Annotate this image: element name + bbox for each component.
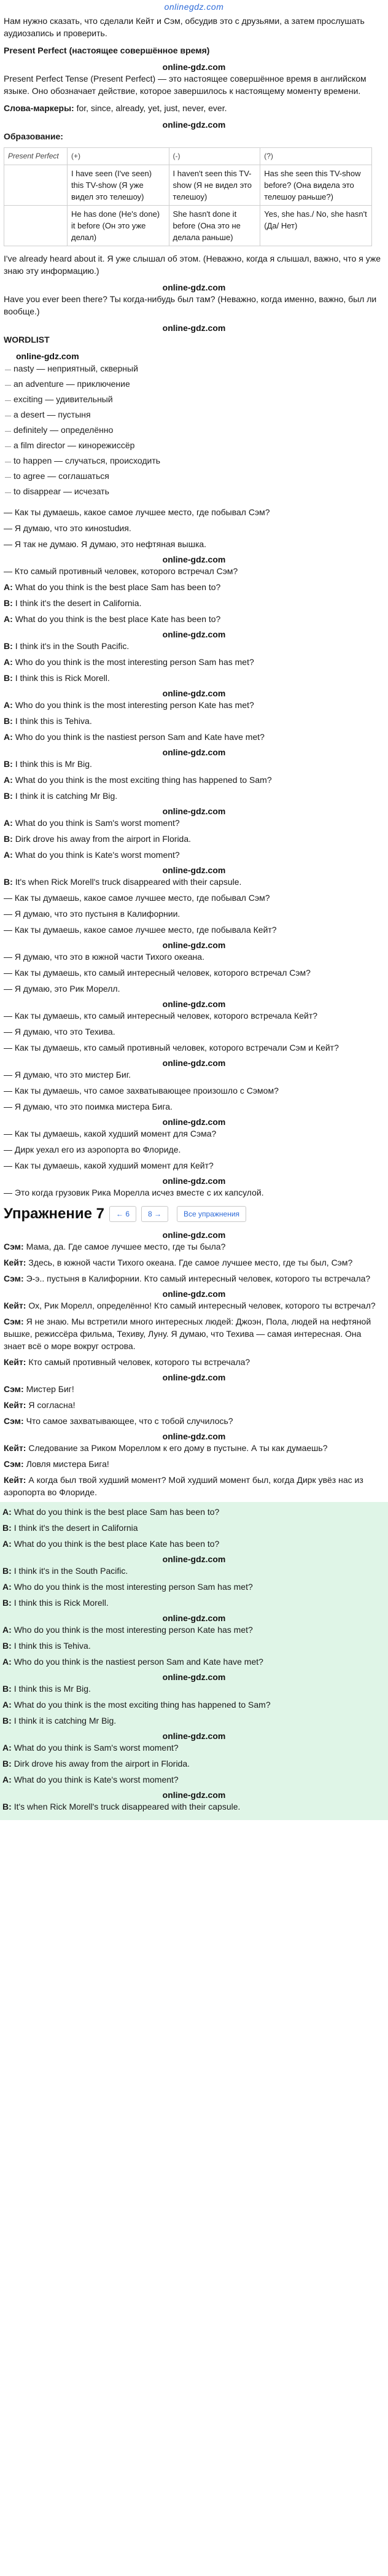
dialog-line: B: I think it's in the South Pacific.	[2, 1566, 128, 1576]
speaker-label: B	[2, 1566, 9, 1576]
speaker-label: Кейт	[4, 1258, 23, 1267]
dialog-text: I think it is catching Mr Big.	[14, 1716, 117, 1726]
ru-dialog-2	[4, 892, 384, 1199]
dialog-text: What do you think is the best place Sam has been to?	[15, 582, 221, 592]
speaker-label: B	[4, 877, 10, 887]
dialog-text: Здесь, в южной части Тихого океана. Где самое лучшее место, где ты был, Сэм?	[28, 1258, 353, 1267]
speaker-label: B	[2, 1716, 9, 1726]
watermark: online-gdz.com	[162, 1372, 226, 1382]
dialog-line: A: What do you think is Sam's worst moment?	[4, 818, 180, 828]
exercise-pager	[4, 1205, 384, 1223]
dialog-text: It's when Rick Morell's truck disappeared with their capsule.	[15, 877, 242, 887]
table-cell: Has she seen this TV-show before? (Она видела это телешоу раньше?)	[260, 165, 372, 206]
dialog-line: — Я так не думаю. Я думаю, это нефтяная вышка.	[4, 539, 207, 549]
speaker-label: A	[4, 700, 10, 710]
table-header-cell: (-)	[169, 148, 260, 165]
dialog-line: Сэм: Ловля мистера Бига!	[4, 1459, 109, 1469]
watermark: online-gdz.com	[162, 865, 226, 875]
dialog-text: What do you think is the best place Sam has been to?	[14, 1507, 220, 1517]
dialog-text: Мистер Биг!	[26, 1384, 74, 1394]
markers-line	[4, 102, 384, 114]
example-sentence: I've already heard about it. Я уже слышал об этом. (Неважно, когда я слышал, важно, что я уже знаю эту информацию.)	[4, 254, 381, 276]
dialog-text: Who do you think is the most interesting person Kate has met?	[14, 1625, 253, 1635]
watermark: online-gdz.com	[162, 323, 226, 333]
dialog-text: Я не знаю. Мы встретили много интересных людей: Джоэн, Пола, людей на нефтяной вышке, режиссёра фильма, Техиву, Луну. Я думаю, что Техива — самая интересная. Она знает всё о море вокруг острова.	[4, 1317, 371, 1351]
dialog-line: A: Who do you think is the most interesting person Kate has met?	[4, 700, 254, 710]
dialog-text: I think this is Tehiva.	[15, 716, 92, 726]
speaker-label: Кейт	[4, 1357, 23, 1367]
dialog-line: A: Who do you think is the nastiest person Sam and Kate have met?	[4, 732, 265, 742]
dialog-line: Кейт: Здесь, в южной части Тихого океана. Где самое лучшее место, где ты был, Сэм?	[4, 1258, 353, 1267]
dialog-line: — Как ты думаешь, какой худший момент для Сэма?	[4, 1129, 217, 1138]
dialog-line: B: It's when Rick Morell's truck disappeared with their capsule.	[2, 1802, 241, 1811]
speaker-label: B	[4, 759, 10, 769]
watermark: online-gdz.com	[162, 747, 226, 757]
list-item: — exciting — удивительный	[4, 392, 384, 408]
grammar-description: Present Perfect Tense (Present Perfect) — это настоящее совершённое время в английском языке. Оно обозначает действие, которое завершилось к настоящему моменту времени.	[4, 74, 367, 96]
dialog-text: Dirk drove his away from the airport in Florida.	[15, 834, 192, 844]
speaker-label: B	[4, 791, 10, 801]
watermark: online-gdz.com	[162, 120, 226, 130]
all-exercises-button[interactable]: Все упражнения	[177, 1206, 246, 1222]
speaker-label: B	[2, 1641, 9, 1651]
dialog-line: B: I think this is Mr Big.	[4, 759, 92, 769]
dialog-line: — Я думаю, это Рик Морелл.	[4, 984, 120, 994]
dialog-line: Сэм: Мистер Биг!	[4, 1384, 74, 1394]
speaker-label: B	[4, 673, 10, 683]
speaker-label: Кейт	[4, 1475, 23, 1485]
dialog-text: I think this is Mr Big.	[15, 759, 92, 769]
dialog-text: Dirk drove his away from the airport in Florida.	[14, 1759, 190, 1769]
dialog-line: — Кто самый противный человек, которого встречал Сэм?	[4, 566, 238, 576]
speaker-label: A	[2, 1743, 9, 1753]
dialog-text: What do you think is Kate's worst moment?	[15, 850, 180, 860]
watermark: online-gdz.com	[162, 806, 226, 816]
watermark: online-gdz.com	[162, 1731, 226, 1741]
speaker-label: Кейт	[4, 1400, 23, 1410]
speaker-label: A	[2, 1657, 9, 1667]
site-logo[interactable]: onlinegdz.com	[164, 2, 224, 12]
speaker-label: A	[2, 1700, 9, 1710]
grammar-title: Present Perfect (настоящее совершённое время)	[4, 45, 210, 55]
list-item: — an adventure — приключение	[4, 377, 384, 392]
dialog-line: A: What do you think is the most exciting thing has happened to Sam?	[2, 1700, 271, 1710]
list-item: — to happen — случаться, происходить	[4, 454, 384, 469]
speaker-label: Кейт	[4, 1301, 23, 1310]
dialog-line: B: I think this is Mr Big.	[2, 1684, 91, 1694]
en-dialog	[4, 581, 384, 888]
speaker-label: B	[2, 1759, 9, 1769]
dialog-text: What do you think is the most exciting thing has happened to Sam?	[15, 775, 272, 785]
dialog-line: — Как ты думаешь, что самое захватывающее произошло с Сэмом?	[4, 1086, 279, 1095]
dialog-line: Сэм: Мама, да. Где самое лучшее место, где ты была?	[4, 1242, 226, 1251]
dialog-line: A: What do you think is the best place Kate has been to?	[2, 1539, 220, 1549]
dialog-line: B: I think this is Tehiva.	[4, 716, 92, 726]
table-header-row	[4, 148, 372, 165]
list-item: — to agree — соглашаться	[4, 469, 384, 484]
speaker-label: B	[4, 716, 10, 726]
dialog-text: Я согласна!	[28, 1400, 76, 1410]
markers-label: Слова-маркеры:	[4, 103, 74, 113]
dialog-text: Who do you think is the most interesting person Kate has met?	[15, 700, 254, 710]
speaker-label: Кейт	[4, 1443, 23, 1453]
example-sentence: Have you ever been there? Ты когда-нибудь был там? (Неважно, когда именно, важно, был ли вообще.)	[4, 294, 377, 316]
dialog-text: I think it's the desert in California	[14, 1523, 138, 1533]
dialog-text: I think it's the desert in California.	[15, 598, 142, 608]
dialog-text: I think it's in the South Pacific.	[15, 641, 130, 651]
dialog-line: A: What do you think is the most exciting thing has happened to Sam?	[4, 775, 272, 785]
speaker-label: A	[2, 1507, 9, 1517]
table-cell: He has done (He's done) it before (Он это уже делал)	[68, 206, 169, 246]
dialog-text: Мама, да. Где самое лучшее место, где ты была?	[26, 1242, 226, 1251]
dialog-line: A: What do you think is the best place Kate has been to?	[4, 614, 221, 624]
table-cell: She hasn't done it before (Она это не делала раньше)	[169, 206, 260, 246]
dialog-text: Who do you think is the most interesting person Sam has met?	[15, 657, 254, 667]
dialog-line: A: What do you think is Sam's worst moment?	[2, 1743, 179, 1753]
dialog-text: Ох, Рик Морелл, определённо! Кто самый интересный человек, которого ты встречал?	[28, 1301, 376, 1310]
speaker-label: B	[4, 834, 10, 844]
dialog-text: I think it's in the South Pacific.	[14, 1566, 128, 1576]
dialog-line: B: I think it's the desert in California	[2, 1523, 138, 1533]
formation-label: Образование:	[4, 131, 63, 141]
dialog-line: B: Dirk drove his away from the airport in Florida.	[4, 834, 192, 844]
dialog-line: B: Dirk drove his away from the airport in Florida.	[2, 1759, 190, 1769]
wordlist	[4, 362, 384, 500]
speaker-label: A	[4, 614, 10, 624]
watermark: online-gdz.com	[162, 62, 226, 72]
watermark: online-gdz.com	[162, 555, 226, 564]
markers-list: for, since, already, yet, just, never, ever.	[76, 103, 227, 113]
speaker-label: A	[2, 1582, 9, 1592]
speaker-label: A	[4, 732, 10, 742]
speaker-label: Сэм	[4, 1317, 21, 1326]
dialog-line: — Я думаю, что это в южной части Тихого океана.	[4, 952, 204, 962]
watermark: online-gdz.com	[162, 1672, 226, 1682]
dialog-line: A: Who do you think is the nastiest person Sam and Kate have met?	[2, 1657, 263, 1667]
dialog-line: A: What do you think is the best place Sam has been to?	[2, 1507, 220, 1517]
dialog-text: I think this is Mr Big.	[14, 1684, 91, 1694]
dialog-line: — Я думаю, что это кинostudия.	[4, 523, 131, 533]
speaker-label: B	[2, 1684, 9, 1694]
watermark: online-gdz.com	[162, 688, 226, 698]
dialog-line: Сэм: Что самое захватывающее, что с тобой случилось?	[4, 1416, 233, 1426]
ru-dialog-1	[4, 506, 384, 577]
speaker-label: A	[2, 1775, 9, 1784]
list-item: — nasty — неприятный, скверный	[4, 362, 384, 377]
list-item: — a desert — пустыня	[4, 408, 384, 423]
table-row	[4, 206, 372, 246]
table-cell: I haven't seen this TV-show (Я не видел это телешоу)	[169, 165, 260, 206]
dialog-line: — Как ты думаешь, какое самое лучшее место, где побывал Сэм?	[4, 507, 270, 517]
list-item: — a film director — кинорежиссёр	[4, 438, 384, 454]
speaker-label: A	[4, 657, 10, 667]
speaker-label: A	[4, 818, 10, 828]
dialog-text: Следование за Риком Мореллом к его дому в пустыне. А ты как думаешь?	[28, 1443, 328, 1453]
table-row	[4, 165, 372, 206]
dialog-text: А когда был твой худший момент? Мой худший момент был, когда Дирк увёз нас из аэропорта во Флориде.	[4, 1475, 363, 1497]
table-cell: I have seen (I've seen) this TV-show (Я уже видел это телешоу)	[68, 165, 169, 206]
list-item: — to disappear — исчезать	[4, 484, 384, 500]
dialog-line: B: I think this is Rick Morell.	[4, 673, 110, 683]
dialog-line: — Как ты думаешь, какое самое лучшее место, где побывала Кейт?	[4, 925, 277, 935]
dialog-line: B: I think it is catching Mr Big.	[2, 1716, 117, 1726]
dialog-line: A: What do you think is Kate's worst moment?	[2, 1775, 179, 1784]
dialog-line: — Я думаю, что это пустыня в Калифорнии.	[4, 909, 180, 919]
exercise-title: Упражнение 7	[4, 1205, 104, 1222]
dialog-line: Кейт: Кто самый противный человек, которого ты встречала?	[4, 1357, 250, 1367]
table-header-cell: Present Perfect	[4, 148, 68, 165]
dialog-line: B: I think it's the desert in California.	[4, 598, 142, 608]
dialog-line: — Это когда грузовик Рика Морелла исчез вместе с их капсулой.	[4, 1188, 264, 1197]
speaker-label: B	[2, 1802, 9, 1811]
dialog-line: B: It's when Rick Morell's truck disappeared with their capsule.	[4, 877, 242, 887]
speaker-label: Сэм	[4, 1274, 21, 1283]
dialog-text: Ловля мистера Бига!	[26, 1459, 109, 1469]
dialog-line: Кейт: Ох, Рик Морелл, определённо! Кто самый интересный человек, которого ты встречал?	[4, 1301, 376, 1310]
watermark: online-gdz.com	[162, 1613, 226, 1623]
watermark: online-gdz.com	[162, 999, 226, 1009]
dialog-line: — Я думаю, что это поимка мистера Бига.	[4, 1102, 173, 1111]
table-cell: Yes, she has./ No, she hasn't (Да/ Нет)	[260, 206, 372, 246]
table-cell	[4, 165, 68, 206]
dialog-text: What do you think is Sam's worst moment?	[14, 1743, 179, 1753]
speaker-label: B	[4, 641, 10, 651]
table-header-cell: (?)	[260, 148, 372, 165]
dialog-text: I think it is catching Mr Big.	[15, 791, 118, 801]
speaker-label: Сэм	[4, 1416, 21, 1426]
prev-exercise-button[interactable]: ← 6	[109, 1206, 136, 1222]
dialog-text: I think this is Rick Morell.	[15, 673, 110, 683]
dialog-text: Who do you think is the most interesting person Sam has met?	[14, 1582, 253, 1592]
table-header-cell: (+)	[68, 148, 169, 165]
dialog-line: Кейт: Я согласна!	[4, 1400, 76, 1410]
next-exercise-button[interactable]: 8 →	[141, 1206, 168, 1222]
dialog-text: I think this is Tehiva.	[14, 1641, 91, 1651]
speaker-label: Сэм	[4, 1459, 21, 1469]
dialog-line: — Как ты думаешь, какое самое лучшее место, где побывал Сэм?	[4, 893, 270, 903]
dialog-line: Кейт: Следование за Риком Мореллом к его дому в пустыне. А ты как думаешь?	[4, 1443, 328, 1453]
dialog-line: A: Who do you think is the most interesting person Sam has met?	[4, 657, 254, 667]
watermark: online-gdz.com	[162, 1230, 226, 1240]
dialog-line: Кейт: А когда был твой худший момент? Мой худший момент был, когда Дирк увёз нас из аэропорта во Флориде.	[4, 1475, 363, 1497]
dialog-line: A: Who do you think is the most interesting person Kate has met?	[2, 1625, 253, 1635]
dialog-line: B: I think this is Rick Morell.	[2, 1598, 109, 1608]
dialog-text: What do you think is the most exciting thing has happened to Sam?	[14, 1700, 271, 1710]
dialog-line: — Я думаю, что это мистер Биг.	[4, 1070, 131, 1080]
dialog-line: A: Who do you think is the most interesting person Sam has met?	[2, 1582, 253, 1592]
watermark: online-gdz.com	[162, 1117, 226, 1127]
grammar-table	[4, 147, 372, 246]
speaker-label: A	[4, 775, 10, 785]
dialog-line: Сэм: Я не знаю. Мы встретили много интересных людей: Джоэн, Пола, людей на нефтяной вышке, режиссёра фильма, Техиву, Луну. Я думаю, что Техива — самая интересная. Она знает всё о море вокруг острова.	[4, 1317, 371, 1351]
dialog-text: Э-э.. пустыня в Калифорнии. Кто самый интересный человек, которого ты встречала?	[26, 1274, 371, 1283]
dialog-line: — Я думаю, что это Техива.	[4, 1027, 115, 1037]
watermark: online-gdz.com	[162, 1554, 226, 1564]
dialog-text: What do you think is the best place Kate has been to?	[15, 614, 221, 624]
dialog-line: Сэм: Э-э.. пустыня в Калифорнии. Кто самый интересный человек, которого ты встречала?	[4, 1274, 371, 1283]
table-cell	[4, 206, 68, 246]
speaker-label: A	[4, 850, 10, 860]
dialog-line: A: What do you think is Kate's worst moment?	[4, 850, 180, 860]
dialog-line: — Как ты думаешь, кто самый интересный человек, которого встречал Сэм?	[4, 968, 311, 978]
dialog-text: What do you think is the best place Kate has been to?	[14, 1539, 220, 1549]
dialog-text: Who do you think is the nastiest person Sam and Kate have met?	[14, 1657, 263, 1667]
dialog-line: — Как ты думаешь, кто самый интересный человек, которого встречала Кейт?	[4, 1011, 318, 1021]
watermark: online-gdz.com	[162, 1431, 226, 1441]
watermark: online-gdz.com	[162, 1058, 226, 1068]
dialog-text: I think this is Rick Morell.	[14, 1598, 109, 1608]
ex7-ru-dialog	[4, 1240, 384, 1498]
dialog-line: — Как ты думаешь, кто самый противный человек, которого встречали Сэм и Кейт?	[4, 1043, 339, 1053]
speaker-label: B	[2, 1598, 9, 1608]
speaker-label: A	[2, 1539, 9, 1549]
dialog-line: B: I think it is catching Mr Big.	[4, 791, 118, 801]
dialog-text: Who do you think is the nastiest person Sam and Kate have met?	[15, 732, 265, 742]
watermark: online-gdz.com	[162, 1176, 226, 1186]
watermark: online-gdz.com	[16, 351, 79, 361]
dialog-line: B: I think this is Tehiva.	[2, 1641, 91, 1651]
watermark: online-gdz.com	[162, 1790, 226, 1800]
dialog-text: Что самое захватывающее, что с тобой случилось?	[26, 1416, 233, 1426]
ex7-en-dialog	[0, 1502, 388, 1820]
dialog-line: A: What do you think is the best place Sam has been to?	[4, 582, 221, 592]
speaker-label: Сэм	[4, 1384, 21, 1394]
intro-text: Нам нужно сказать, что сделали Кейт и Сэм, обсудив это с друзьями, а затем прослушать аудиозапись и проверить.	[4, 16, 365, 38]
wordlist-title: WORDLIST	[4, 335, 50, 344]
dialog-line: — Как ты думаешь, какой худший момент для Кейт?	[4, 1161, 214, 1170]
dialog-text: What do you think is Kate's worst moment?	[14, 1775, 179, 1784]
dialog-line: — Дирк уехал его из аэропорта во Флориде.	[4, 1145, 181, 1154]
dialog-text: What do you think is Sam's worst moment?	[15, 818, 180, 828]
dialog-text: Кто самый противный человек, которого ты встречала?	[28, 1357, 250, 1367]
dialog-text: It's when Rick Morell's truck disappeared with their capsule.	[14, 1802, 241, 1811]
watermark: online-gdz.com	[162, 282, 226, 292]
watermark: online-gdz.com	[162, 940, 226, 950]
list-item: — definitely — определённо	[4, 423, 384, 438]
speaker-label: B	[2, 1523, 9, 1533]
speaker-label: A	[4, 582, 10, 592]
speaker-label: B	[4, 598, 10, 608]
dialog-line: B: I think it's in the South Pacific.	[4, 641, 130, 651]
speaker-label: Сэм	[4, 1242, 21, 1251]
watermark: online-gdz.com	[162, 1289, 226, 1299]
speaker-label: A	[2, 1625, 9, 1635]
watermark: online-gdz.com	[162, 629, 226, 639]
